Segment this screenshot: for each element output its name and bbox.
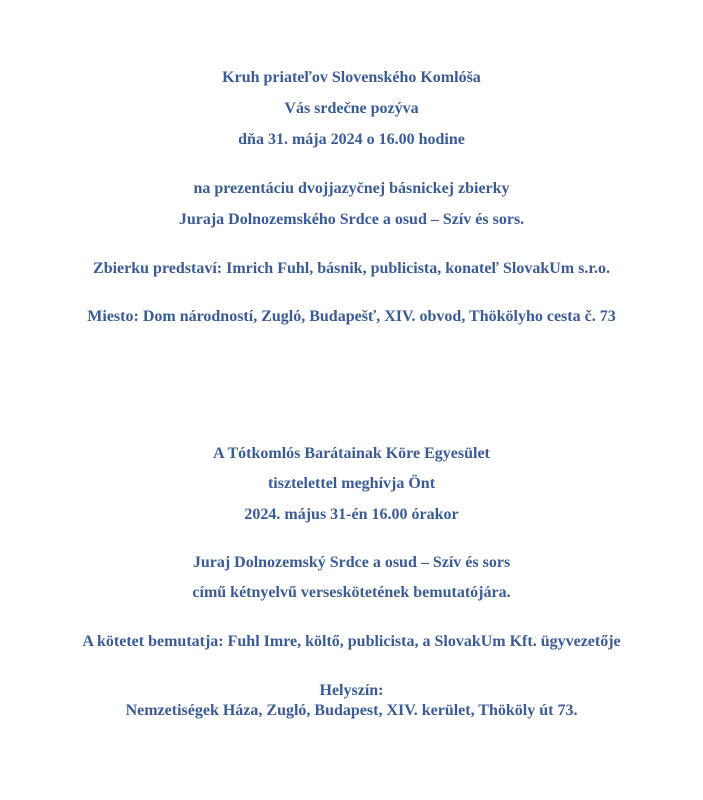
sk-organizer-line: Kruh priateľov Slovenského Komlóša (222, 69, 481, 86)
hu-venue-line: Nemzetiségek Háza, Zugló, Budapest, XIV. kerület, Thököly út 73. (125, 702, 578, 719)
sk-date-line: dňa 31. mája 2024 o 16.00 hodine (238, 131, 465, 148)
hu-book-title-line: Juraj Dolnozemský Srdce a osud – Szív és sors (192, 554, 511, 571)
hu-organizer-line: A Tótkomlós Barátainak Köre Egyesület (213, 445, 490, 462)
hu-invite-line: tisztelettel meghívja Önt (267, 475, 436, 492)
sk-presenter-line: Zbierku predstaví: Imrich Fuhl, básnik, publicista, konateľ SlovakUm s.r.o. (93, 260, 610, 277)
hu-event-line: című kétnyelvű verseskötetének bemutatójára. (192, 584, 511, 601)
hu-venue-label: Helyszín: (319, 682, 384, 699)
hu-date-line: 2024. május 31-én 16.00 órakor (244, 506, 459, 523)
sk-event-line: na prezentáciu dvojjazyčnej básnickej zbierky (193, 180, 510, 197)
sk-invite-line: Vás srdečne pozýva (284, 100, 419, 117)
sk-book-title-line: Juraja Dolnozemského Srdce a osud – Szív és sors. (178, 211, 525, 228)
sk-venue-line: Miesto: Dom národností, Zugló, Budapešť, XIV. obvod, Thökölyho cesta č. 73 (87, 308, 616, 325)
hu-presenter-line: A kötetet bemutatja: Fuhl Imre, költő, publicista, a SlovakUm Kft. ügyvezetője (82, 633, 621, 650)
